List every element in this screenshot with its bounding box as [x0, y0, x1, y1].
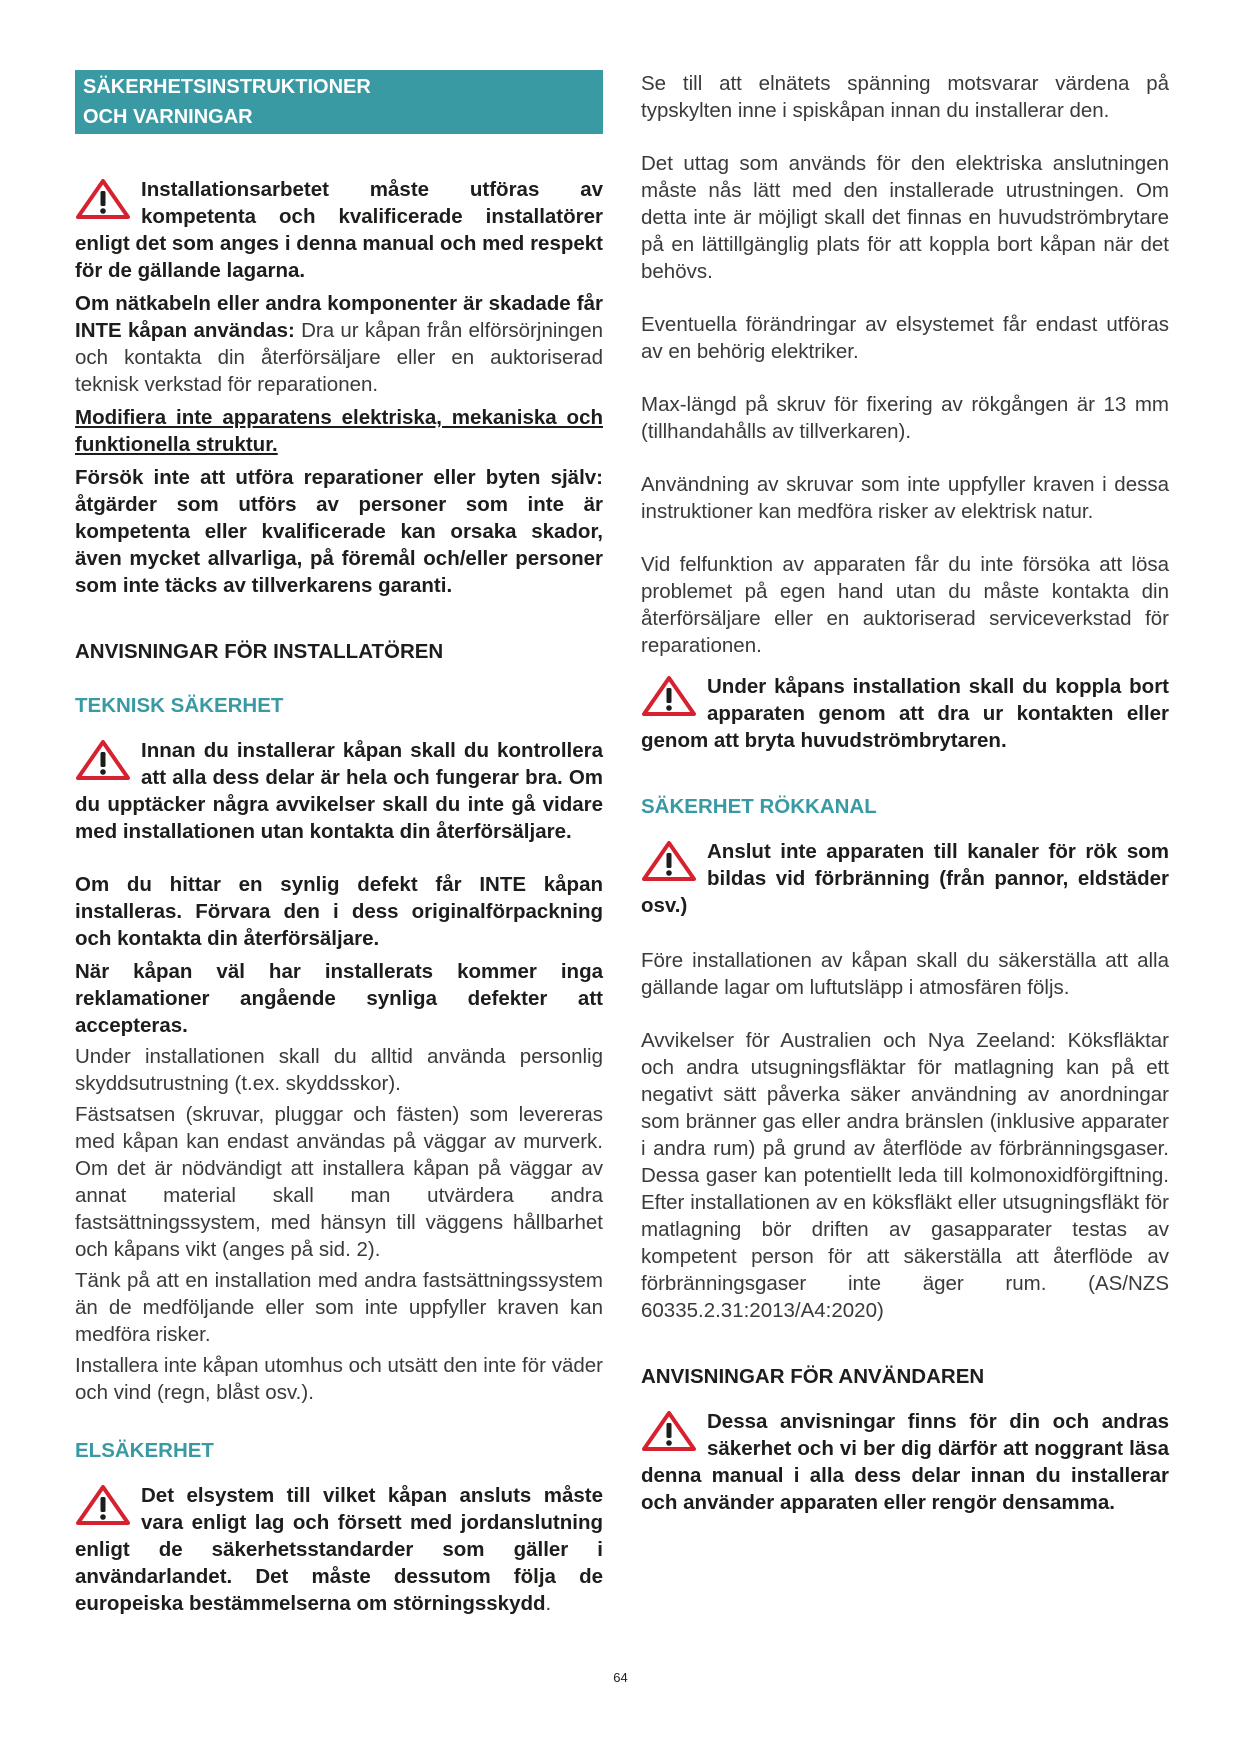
paragraph-fixing-kit: Fästsatsen (skruvar, pluggar och fästen) som levereras med kåpan kan endast användas på väggar av murverk. Om det är nödvändigt att installera kåpan på väggar av annat material skall man utvärdera andra fastsättningssystem, med hänsyn till väggens hållbarhet och kåpans vikt (anges på sid. 2).	[75, 1103, 603, 1261]
paragraph-ppe: Under installationen skall du alltid använda personlig skyddsutrustning (t.ex. skyddsskor).	[75, 1045, 603, 1095]
warning-text: Innan du installerar kåpan skall du kontrollera att alla dess delar är hela och fungerar bra. Om du upptäcker några avvikelser skall du inte gå vidare med installationen utan kontakta din återförsäljare.	[75, 739, 603, 843]
paragraph-repairs: Försök inte att utföra reparationer eller byten själv: åtgärder som utförs av personer som inte är kompetenta eller kvalificerade kan orsaka skador, även mycket allvarliga, på föremål och/eller personer som inte täcks av tillverkarens garanti.	[75, 466, 603, 597]
warning-check-parts	[75, 737, 603, 845]
paragraph-voltage: Se till att elnätets spänning motsvarar värdena på typskylten inne i spiskåpan innan du installerar den.	[641, 72, 1169, 122]
warning-triangle-icon	[641, 675, 697, 717]
paragraph-outdoor: Installera inte kåpan utomhus och utsätt den inte för väder och vind (regn, blåst osv.).	[75, 1354, 603, 1404]
heading-technical-safety: TEKNISK SÄKERHET	[75, 694, 284, 717]
paragraph-air-laws: Före installationen av kåpan skall du säkerställa att alla gällande lagar om luftutsläpp i atmosfären följs.	[641, 949, 1169, 999]
warning-text-bold: Det elsystem till vilket kåpan ansluts måste vara enligt lag och försett med jordanslutning enligt de säkerhetsstandarder som gäller i användarlandet. Det måste dessutom följa de europeiska bestämmelserna om störningsskydd	[75, 1484, 603, 1615]
paragraph-cable-normal: Dra ur kåpan från elförsörjningen och kontakta din återförsäljare eller en auktoriserad teknisk verkstad för reparationen.	[75, 319, 603, 396]
warning-disconnect	[641, 673, 1169, 754]
heading-electrical-safety: ELSÄKERHET	[75, 1439, 214, 1462]
warning-read-manual	[641, 1408, 1169, 1516]
warning-text	[75, 1482, 603, 1617]
warning-triangle-icon	[641, 840, 697, 882]
paragraph-cable-bold: Om nätkabeln eller andra komponenter är skadade får INTE kåpan användas:	[75, 292, 603, 342]
left-column	[75, 70, 603, 1617]
paragraph-outlet: Det uttag som används för den elektriska anslutningen måste nås lätt med den installerade utrustningen. Om detta inte är möjligt skall det finnas en huvudströmbrytare på en lättillgänglig plats för att koppla bort kåpan när det behövs.	[641, 152, 1169, 283]
section-banner	[75, 70, 603, 134]
heading-user: ANVISNINGAR FÖR ANVÄNDAREN	[641, 1365, 985, 1388]
warning-text: Under kåpans installation skall du koppla bort apparaten genom att dra ur kontakten eller genom att bryta huvudströmbrytaren.	[641, 675, 1169, 752]
paragraph-changes: Eventuella förändringar av elsystemet får endast utföras av en behörig elektriker.	[641, 313, 1169, 363]
warning-combustion-ducts	[641, 838, 1169, 919]
paragraph-complaints: När kåpan väl har installerats kommer inga reklamationer angående synliga defekter att accepteras.	[75, 960, 603, 1037]
heading-installer: ANVISNINGAR FÖR INSTALLATÖREN	[75, 640, 444, 663]
paragraph-australia-nz: Avvikelser för Australien och Nya Zeeland: Köksfläktar och andra utsugningsfläktar för matlagning kan på ett negativt sätt påverka säker användning av anordningar som bränner gas eller andra bränslen (inklusive apparater i andra rum) på grund av återflöde av förbränningsgaser. Dessa gaser kan potentiellt leda till kolmonoxidförgiftning. Efter installationen av en köksfläkt eller utsugningsfläkt för matlagning bör driften av gasapparater testas av kompetent person för att säkerställa att återflöde av förbränningsgaser inte äger rum. (AS/NZS 60335.2.31:2013/A4:2020)	[641, 1029, 1169, 1322]
banner-line-2: OCH VARNINGAR	[83, 106, 253, 128]
paragraph-malfunction: Vid felfunktion av apparaten får du inte försöka att lösa problemet på egen hand utan du måste kontakta din återförsäljare eller en auktoriserad serviceverkstad för reparationen.	[641, 553, 1169, 657]
paragraph-cable	[75, 290, 603, 398]
warning-triangle-icon	[75, 178, 131, 220]
warning-installation	[75, 176, 603, 284]
heading-smoke-duct: SÄKERHET RÖKKANAL	[641, 795, 877, 818]
paragraph-screws-risk: Användning av skruvar som inte uppfyller kraven i dessa instruktioner kan medföra risker av elektrisk natur.	[641, 473, 1169, 523]
warning-triangle-icon	[75, 739, 131, 781]
banner-line-1: SÄKERHETSINSTRUKTIONER	[83, 76, 371, 98]
paragraph-screw-length: Max-längd på skruv för fixering av rökgången är 13 mm (tillhandahålls av tillverkaren).	[641, 393, 1169, 443]
warning-triangle-icon	[641, 1410, 697, 1452]
paragraph-modify: Modifiera inte apparatens elektriska, mekaniska och funktionella struktur.	[75, 406, 603, 456]
warning-text: Installationsarbetet måste utföras av kompetenta och kvalificerade installatörer enligt det som anges i denna manual och med respekt för de gällande lagarna.	[75, 178, 603, 282]
warning-text-end: .	[545, 1592, 552, 1615]
warning-text: Anslut inte apparaten till kanaler för rök som bildas vid förbränning (från pannor, eldstäder osv.)	[641, 840, 1169, 917]
paragraph-defect: Om du hittar en synlig defekt får INTE kåpan installeras. Förvara den i dess originalförpackning och kontakta din återförsäljare.	[75, 873, 603, 950]
right-column	[641, 70, 1169, 1516]
page-number: 64	[613, 1670, 628, 1685]
warning-earthing	[75, 1482, 603, 1617]
warning-text: Dessa anvisningar finns för din och andras säkerhet och vi ber dig därför att noggrant läsa denna manual i alla dess delar innan du installerar och använder apparaten eller rengör densamma.	[641, 1410, 1169, 1514]
warning-triangle-icon	[75, 1484, 131, 1526]
paragraph-other-systems: Tänk på att en installation med andra fastsättningssystem än de medföljande eller som inte uppfyller kraven kan medföra risker.	[75, 1269, 603, 1346]
